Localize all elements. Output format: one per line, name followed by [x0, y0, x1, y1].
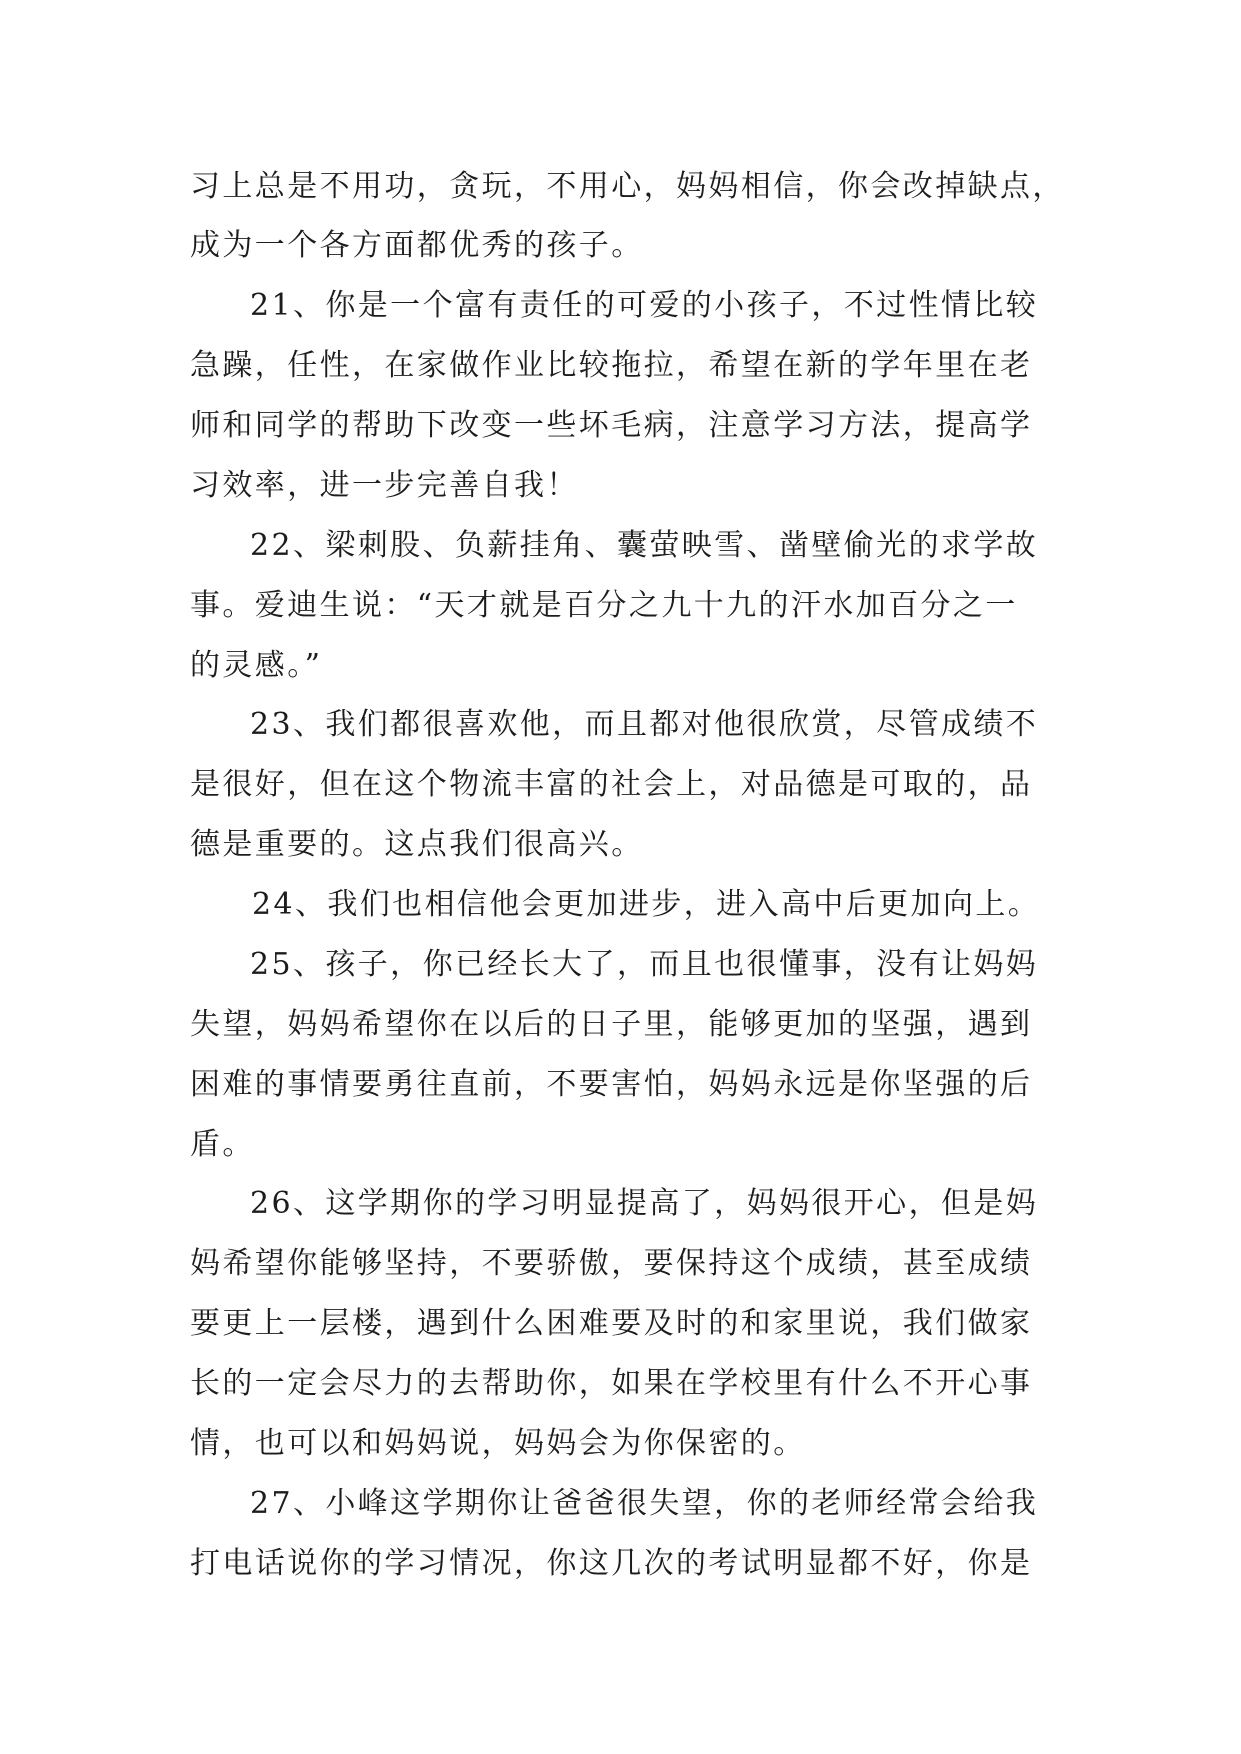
text-line: 失望，妈妈希望你在以后的日子里，能够更加的坚强，遇到 — [190, 1007, 1033, 1042]
text-line: 事。爱迪生说：“天才就是百分之九十九的汗水加百分之一 — [190, 588, 1018, 623]
paragraph-22-line: 22、梁刺股、负薪挂角、囊萤映雪、凿壁偷光的求学故 — [250, 528, 1039, 563]
paragraph-23-line: 23、我们都很喜欢他，而且都对他很欣赏，尽管成绩不 — [250, 707, 1039, 742]
paragraph-25-line: 25、孩子，你已经长大了，而且也很懂事，没有让妈妈 — [250, 947, 1039, 982]
text-line: 要更上一层楼，遇到什么困难要及时的和家里说，我们做家 — [190, 1306, 1033, 1341]
paragraph-27-line: 27、小峰这学期你让爸爸很失望，你的老师经常会给我 — [250, 1486, 1039, 1521]
text-line: 打电话说你的学习情况，你这几次的考试明显都不好，你是 — [190, 1546, 1033, 1581]
text-line: 成为一个各方面都优秀的孩子。 — [190, 228, 644, 263]
paragraph-24-line: 24、我们也相信他会更加进步，进入高中后更加向上。 — [252, 887, 1041, 922]
text-line: 德是重要的。这点我们很高兴。 — [190, 827, 644, 862]
text-line: 师和同学的帮助下改变一些坏毛病，注意学习方法，提高学 — [190, 408, 1033, 443]
paragraph-26-line: 26、这学期你的学习明显提高了，妈妈很开心，但是妈 — [250, 1186, 1039, 1221]
text-line: 困难的事情要勇往直前，不要害怕，妈妈永远是你坚强的后 — [190, 1067, 1033, 1102]
text-line: 的灵感。” — [190, 648, 323, 683]
text-line: 急躁，任性，在家做作业比较拖拉，希望在新的学年里在老 — [190, 348, 1033, 383]
paragraph-21-line: 21、你是一个富有责任的可爱的小孩子，不过性情比较 — [250, 288, 1039, 323]
text-line: 习效率，进一步完善自我！ — [190, 468, 579, 503]
text-line: 是很好，但在这个物流丰富的社会上，对品德是可取的，品 — [190, 767, 1033, 802]
text-line: 长的一定会尽力的去帮助你，如果在学校里有什么不开心事 — [190, 1366, 1033, 1401]
text-line: 情，也可以和妈妈说，妈妈会为你保密的。 — [190, 1426, 806, 1461]
text-line: 妈希望你能够坚持，不要骄傲，要保持这个成绩，甚至成绩 — [190, 1246, 1033, 1281]
text-line: 习上总是不用功，贪玩，不用心，妈妈相信，你会改掉缺点， — [190, 169, 1065, 204]
text-line: 盾。 — [190, 1127, 255, 1162]
